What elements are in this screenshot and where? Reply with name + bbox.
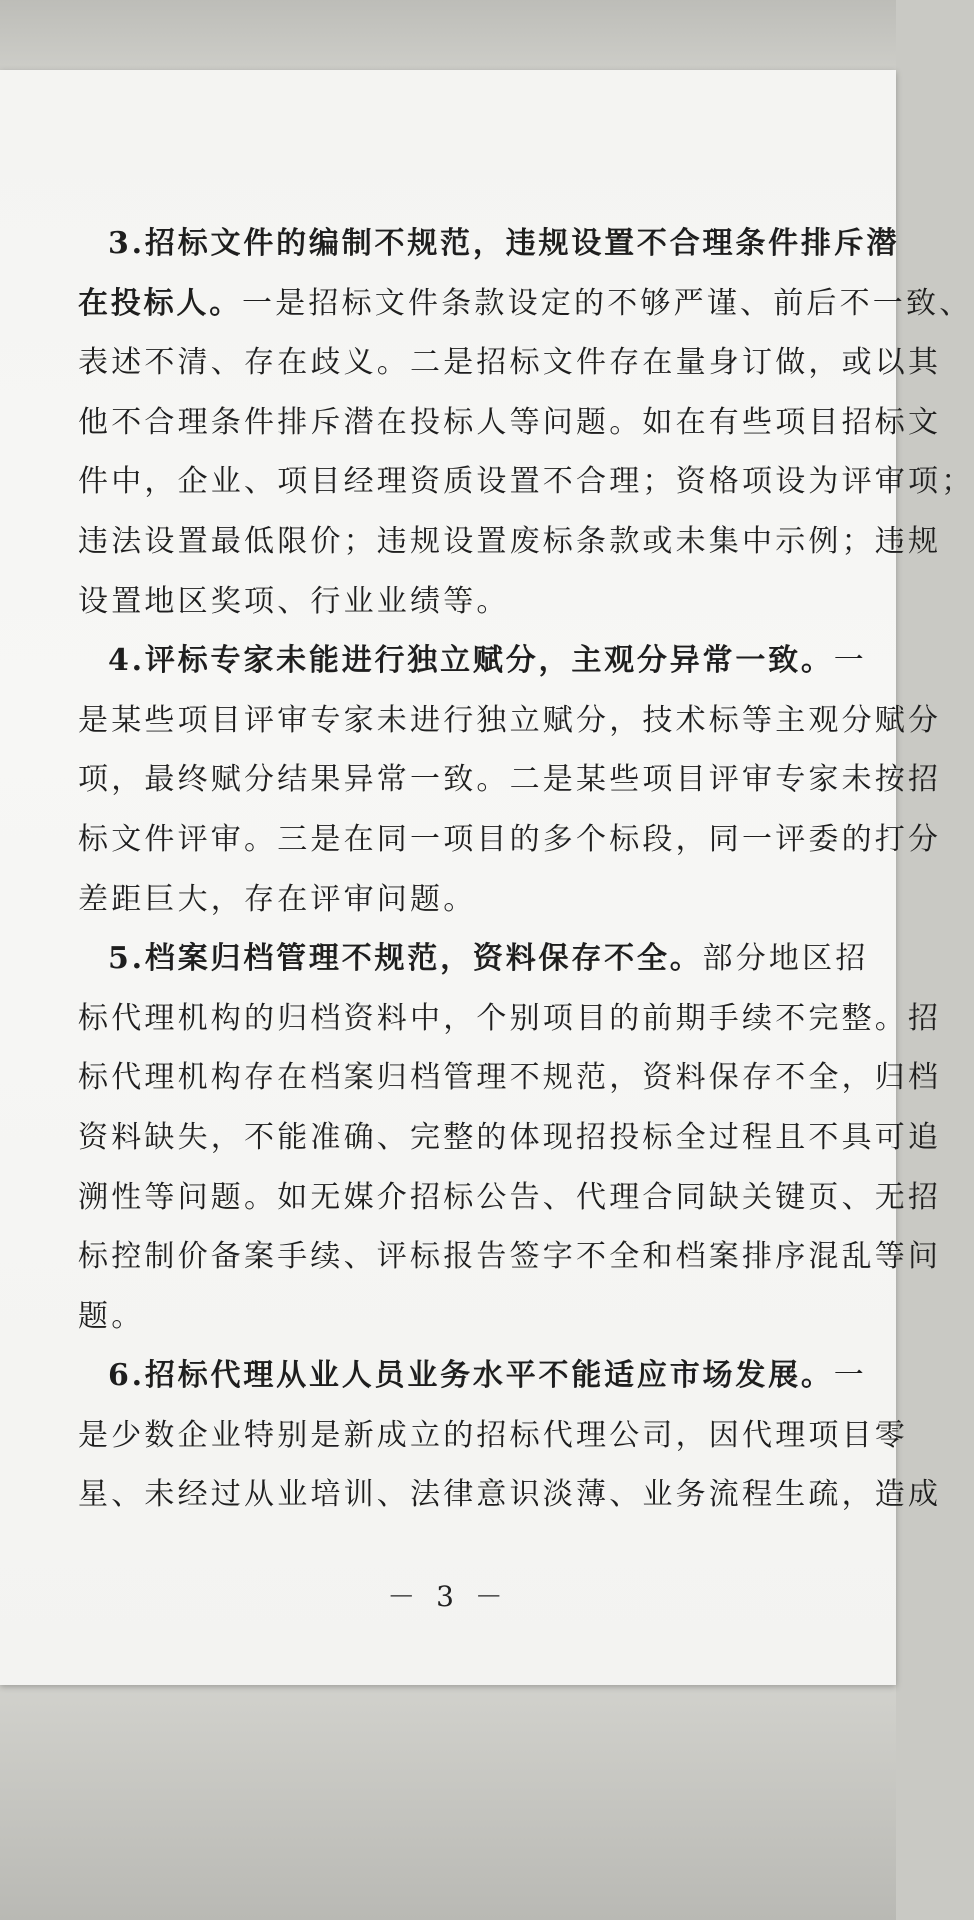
paragraph-3-line-3: 表述不清、存在歧义。二是招标文件存在量身订做，或以其 xyxy=(78,345,942,381)
paragraph-5-line-1: 5.档案归档管理不规范，资料保存不全。部分地区招 xyxy=(108,941,869,977)
paragraph-3-line-6: 违法设置最低限价；违规设置废标条款或未集中示例；违规 xyxy=(78,523,942,559)
paragraph-3-line-1: 3.招标文件的编制不规范，违规设置不合理条件排斥潜 xyxy=(108,226,900,261)
paragraph-4-line-4: 标文件评审。三是在同一项目的多个标段，同一评委的打分 xyxy=(78,821,942,857)
paragraph-4-line-3: 项，最终赋分结果异常一致。二是某些项目评审专家未按招 xyxy=(78,762,942,798)
document-body xyxy=(78,220,974,1531)
paragraph-5-line-6: 标控制价备案手续、评标报告签字不全和档案排序混乱等问 xyxy=(78,1239,942,1275)
paragraph-6-line-1: 6.招标代理从业人员业务水平不能适应市场发展。一 xyxy=(108,1358,867,1394)
paragraph-3-line-7: 设置地区奖项、行业业绩等。 xyxy=(78,583,510,619)
paragraph-5-line-2: 标代理机构的归档资料中，个别项目的前期手续不完整。招 xyxy=(78,1000,942,1036)
paragraph-4-line-2: 是某些项目评审专家未进行独立赋分，技术标等主观分赋分 xyxy=(78,702,942,738)
page-number: － 3 － xyxy=(387,1580,509,1613)
background-bottom xyxy=(0,1680,896,1920)
paragraph-4-line-1: 4.评标专家未能进行独立赋分，主观分异常一致。一 xyxy=(108,643,867,679)
paragraph-5-line-5: 溯性等问题。如无媒介招标公告、代理合同缺关键页、无招 xyxy=(78,1179,942,1215)
paragraph-6-line-3: 星、未经过从业培训、法律意识淡薄、业务流程生疏，造成 xyxy=(78,1477,942,1513)
document-page xyxy=(0,70,974,1685)
paragraph-6-line-2: 是少数企业特别是新成立的招标代理公司，因代理项目零 xyxy=(78,1417,908,1453)
paragraph-3-line-5: 件中，企业、项目经理资质设置不合理；资格项设为评审项； xyxy=(78,464,974,500)
paragraph-5-line-7: 题。 xyxy=(78,1298,145,1334)
paragraph-5-line-4: 资料缺失，不能准确、完整的体现招投标全过程且不具可追 xyxy=(78,1119,942,1155)
background-top xyxy=(0,0,896,80)
paragraph-4-line-5: 差距巨大，存在评审问题。 xyxy=(78,881,477,917)
paragraph-3-line-2: 在投标人。一是招标文件条款设定的不够严谨、前后不一致、 xyxy=(78,285,973,321)
paragraph-5-line-3: 标代理机构存在档案归档管理不规范，资料保存不全，归档 xyxy=(78,1060,942,1096)
paragraph-3-line-4: 他不合理条件排斥潜在投标人等问题。如在有些项目招标文 xyxy=(78,404,942,440)
